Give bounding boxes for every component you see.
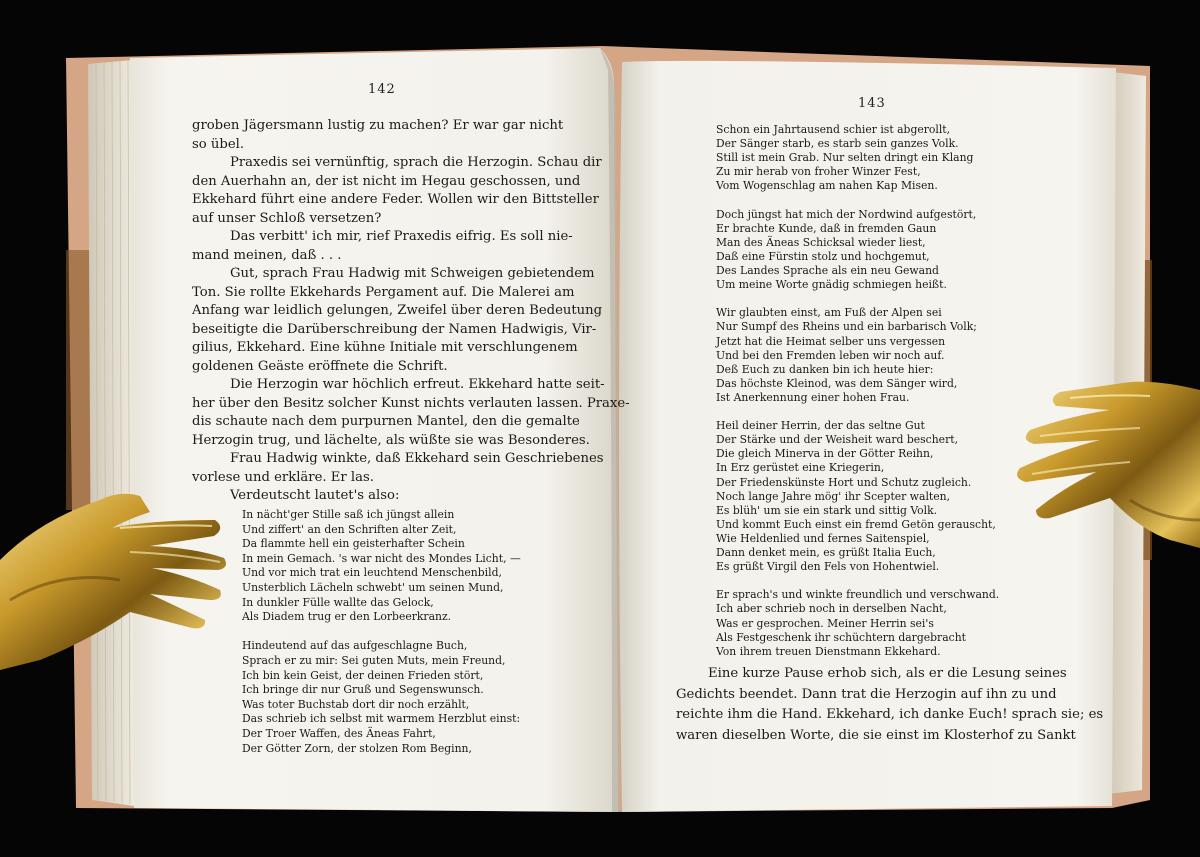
text-line: Dann denket mein, es grüßt Italia Euch, xyxy=(716,546,936,559)
text-line: auf unser Schloß versetzen? xyxy=(192,210,382,226)
text-line: Gut, sprach Frau Hadwig mit Schweigen gebietendem xyxy=(230,266,595,281)
text-line: In nächt'ger Stille saß ich jüngst allein xyxy=(242,508,455,521)
text-line: gilius, Ekkehard. Eine kühne Initiale mit verschlungenem xyxy=(192,340,578,355)
text-line: Noch lange Jahre mög' ihr Scepter walten, xyxy=(716,489,951,503)
text-line: her über den Besitz solcher Kunst nichts verlauten lassen. Praxe- xyxy=(192,395,630,411)
text-line: den Auerhahn an, der ist nicht im Hegau geschossen, und xyxy=(192,173,581,189)
text-line: Es grüßt Virgil den Fels von Hohentwiel. xyxy=(716,560,940,574)
text-line: Sprach er zu mir: Sei guten Muts, mein Freund, xyxy=(242,654,506,667)
right-page-number: 143 xyxy=(858,96,886,111)
text-line: Nur Sumpf des Rheins und ein barbarisch Volk; xyxy=(716,320,977,334)
text-line: Als Festgeschenk ihr schüchtern dargebracht xyxy=(716,630,966,644)
text-line: Ich bringe dir nur Gruß und Segenswunsch. xyxy=(242,683,484,697)
text-line: In Erz gerüstet eine Kriegerin, xyxy=(716,461,885,475)
text-line: Praxedis sei vernünftig, sprach die Herzogin. Schau dir xyxy=(230,155,602,170)
text-line: Er brachte Kunde, daß in fremden Gaun xyxy=(716,221,937,235)
text-line: Der Stärke und der Weisheit ward beschert, xyxy=(716,433,958,447)
left-page-number: 142 xyxy=(368,82,396,97)
text-line: Der Sänger starb, es starb sein ganzes Volk. xyxy=(716,137,959,151)
text-line: Jetzt hat die Heimat selber uns vergessen xyxy=(716,334,946,348)
text-line: Das schrieb ich selbst mit warmem Herzblut einst: xyxy=(242,712,521,726)
text-line: Eine kurze Pause erhob sich, als er die Lesung seines xyxy=(708,666,1067,681)
text-line: vorlese und erkläre. Er las. xyxy=(192,469,374,485)
text-line: Das verbitt' ich mir, rief Praxedis eifrig. Es soll nie- xyxy=(230,229,573,244)
text-line: Die gleich Minerva in der Götter Reihn, xyxy=(716,447,934,461)
text-line: Gedichts beendet. Dann trat die Herzogin auf ihn zu und xyxy=(676,686,1057,702)
text-line: Der Götter Zorn, der stolzen Rom Beginn, xyxy=(242,741,472,755)
text-line: Und vor mich trat ein leuchtend Menschenbild, xyxy=(242,566,502,580)
text-line: Herzogin trug, und lächelte, als wüßte sie was Besonderes. xyxy=(192,432,590,448)
text-line: Wie Heldenlied und fernes Saitenspiel, xyxy=(716,531,930,545)
text-line: Schon ein Jahrtausend schier ist abgerollt, xyxy=(716,123,951,136)
text-line: Das höchste Kleinod, was dem Sänger wird, xyxy=(716,376,958,390)
text-line: Vom Wogenschlag am nahen Kap Misen. xyxy=(716,179,938,193)
text-line: Da flammte hell ein geisterhafter Schein xyxy=(242,537,465,551)
text-line: Ist Anerkennung einer hohen Frau. xyxy=(716,390,910,404)
text-line: Man des Äneas Schicksal wieder liest, xyxy=(716,235,926,249)
text-line: Von ihrem treuen Dienstmann Ekkehard. xyxy=(716,644,941,658)
text-line: Unsterblich Lächeln schwebt' um seinen Mund, xyxy=(242,581,504,594)
text-line: so übel. xyxy=(192,136,245,152)
text-line: Der Troer Waffen, des Äneas Fahrt, xyxy=(242,727,436,740)
text-line: Um meine Worte gnädig schmiegen heißt. xyxy=(716,278,947,292)
text-line: reichte ihm die Hand. Ekkehard, ich danke Euch! sprach sie; es xyxy=(676,707,1104,722)
text-line: Wir glaubten einst, am Fuß der Alpen sei xyxy=(716,306,942,320)
text-line: Die Herzogin war höchlich erfreut. Ekkehard hatte seit- xyxy=(230,377,605,392)
text-line: Anfang war leidlich gelungen, Zweifel über deren Bedeutung xyxy=(192,303,603,318)
text-line: Ich aber schrieb noch in derselben Nacht, xyxy=(716,602,947,616)
text-line: Der Friedenskünste Hort und Schutz zugleich. xyxy=(716,475,972,489)
text-line: Was toter Buchstab dort dir noch erzählt, xyxy=(242,697,470,711)
text-line: Ich bin kein Geist, der deinen Frieden stört, xyxy=(242,668,484,682)
text-line: Ekkehard führt eine andere Feder. Wollen wir den Bittsteller xyxy=(192,192,599,207)
text-line: dis schaute nach dem purpurnen Mantel, den die gemalte xyxy=(192,414,580,429)
text-line: waren dieselben Worte, die sie einst im Klosterhof zu Sankt xyxy=(676,727,1076,743)
text-line: Es blüh' um sie ein stark und sittig Volk. xyxy=(716,503,938,517)
text-line: beseitigte die Darüberschreibung der Namen Hadwigis, Vir- xyxy=(192,321,597,337)
text-line: Doch jüngst hat mich der Nordwind aufgestört, xyxy=(716,207,977,221)
text-line: In dunkler Fülle wallte das Gelock, xyxy=(242,595,434,609)
text-line: Frau Hadwig winkte, daß Ekkehard sein Geschriebenes xyxy=(230,451,604,466)
text-line: Was er gesprochen. Meiner Herrin sei's xyxy=(716,616,934,630)
text-line: goldenen Geäste eröffnete die Schrift. xyxy=(192,358,448,374)
text-line: Ton. Sie rollte Ekkehards Pergament auf. Die Malerei am xyxy=(192,284,575,300)
text-line: Hindeutend auf das aufgeschlagne Buch, xyxy=(242,639,468,653)
text-line: Er sprach's und winkte freundlich und verschwand. xyxy=(716,588,1000,602)
text-line: Zu mir herab von froher Winzer Fest, xyxy=(716,165,921,179)
text-line: mand meinen, daß . . . xyxy=(192,247,342,263)
text-line: Verdeutscht lautet's also: xyxy=(230,488,400,503)
text-line: groben Jägersmann lustig zu machen? Er war gar nicht xyxy=(192,118,564,133)
text-line: Heil deiner Herrin, der das seltne Gut xyxy=(716,419,925,433)
text-line: Deß Euch zu danken bin ich heute hier: xyxy=(716,362,934,376)
text-line: Und bei den Fremden leben wir noch auf. xyxy=(716,348,945,362)
text-line: Des Landes Sprache als ein neu Gewand xyxy=(716,264,939,277)
text-line: Daß eine Fürstin stolz und hochgemut, xyxy=(716,249,930,263)
text-line: In mein Gemach. 's war nicht des Mondes Licht, — xyxy=(242,551,521,565)
text-line: Still ist mein Grab. Nur selten dringt ein Klang xyxy=(716,151,974,165)
text-line: Und kommt Euch einst ein fremd Getön gerauscht, xyxy=(716,517,996,531)
text-line: Als Diadem trug er den Lorbeerkranz. xyxy=(242,610,452,624)
text-line: Und ziffert' an den Schriften alter Zeit, xyxy=(242,522,457,536)
